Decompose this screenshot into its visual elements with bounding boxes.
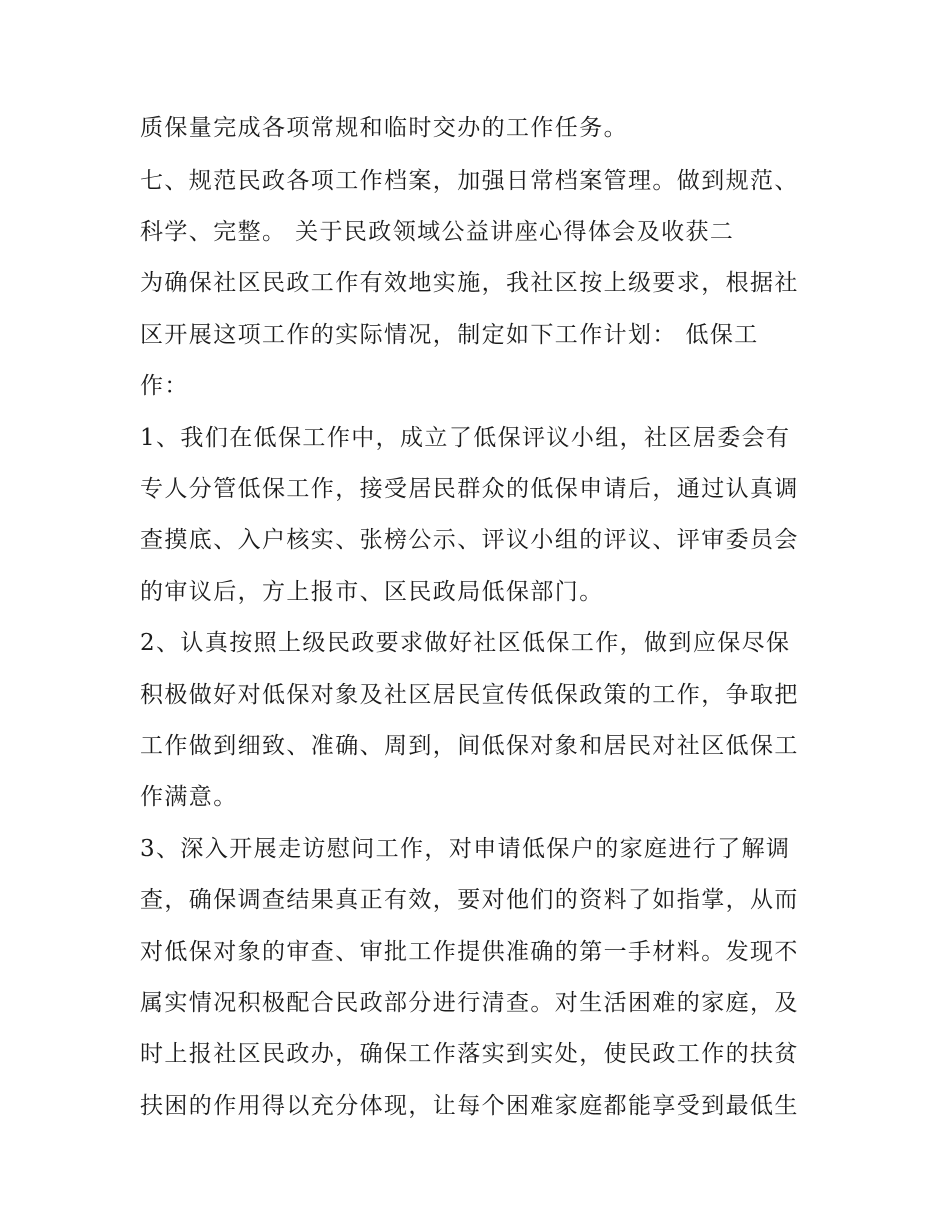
text-line: 科学、完整。 关于民政领域公益讲座心得体会及收获二 — [140, 219, 735, 245]
text-line: 作满意。 — [140, 784, 238, 810]
text-line: 查摸底、入户核实、张榜公示、评议小组的评议、评审委员会 — [140, 527, 799, 553]
text-line: 时上报社区民政办，确保工作落实到实处，使民政工作的扶贫 — [140, 1041, 799, 1067]
text-line: 工作做到细致、准确、周到，间低保对象和居民对社区低保工 — [140, 733, 799, 759]
text-line: 属实情况积极配合民政部分进行清查。对生活困难的家庭，及 — [140, 990, 799, 1016]
text-line: 区开展这项工作的实际情况，制定如下工作计划： 低保工 — [140, 322, 759, 348]
text-line: 的审议后，方上报市、区民政局低保部门。 — [140, 579, 604, 605]
text-line: 2、认真按照上级民政要求做好社区低保工作，做到应保尽保 — [140, 630, 791, 656]
text-line: 专人分管低保工作，接受居民群众的低保申请后，通过认真调 — [140, 476, 799, 502]
text-line: 查，确保调查结果真正有效，要对他们的资料了如指掌，从而 — [140, 887, 799, 913]
text-line: 质保量完成各项常规和临时交办的工作任务。 — [140, 115, 628, 141]
text-line: 扶困的作用得以充分体现，让每个困难家庭都能享受到最低生 — [140, 1093, 799, 1119]
text-line: 七、规范民政各项工作档案，加强日常档案管理。做到规范、 — [140, 168, 799, 194]
text-line: 对低保对象的审查、审批工作提供准确的第一手材料。发现不 — [140, 939, 799, 965]
text-line: 1、我们在低保工作中，成立了低保评议小组，社区居委会有 — [140, 425, 791, 451]
text-line: 为确保社区民政工作有效地实施，我社区按上级要求，根据社 — [140, 270, 799, 296]
text-line: 作： — [140, 373, 189, 399]
text-line: 3、深入开展走访慰问工作，对申请低保户的家庭进行了解调 — [140, 836, 791, 862]
text-line: 积极做好对低保对象及社区居民宣传低保政策的工作，争取把 — [140, 682, 799, 708]
